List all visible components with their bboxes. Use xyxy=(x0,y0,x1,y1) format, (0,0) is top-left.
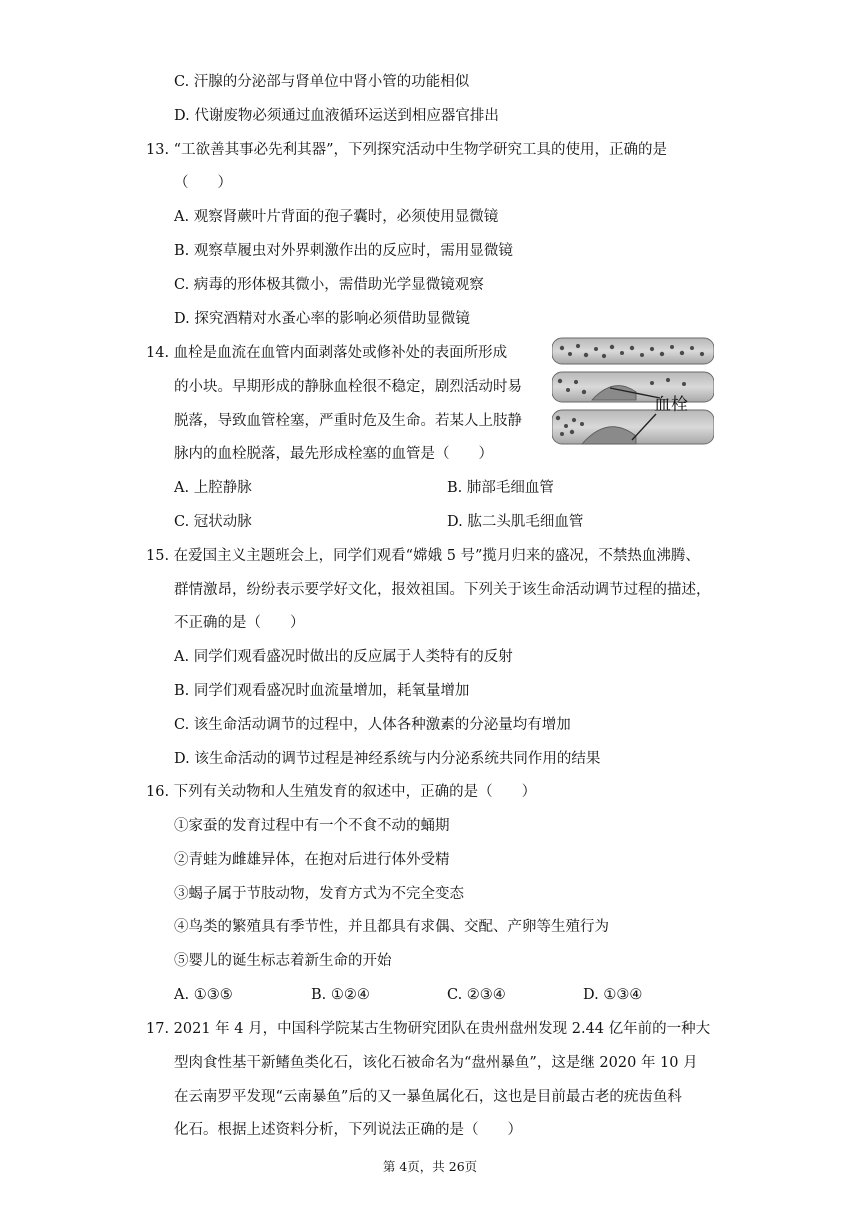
q16-statement-2: ②青蛙为雌雄异体，在抱对后进行体外受精 xyxy=(174,852,450,868)
q16-option-b: B. ①②④ xyxy=(311,987,370,1003)
q17-stem-line2: 型肉食性基干新鳍鱼类化石，该化石被命名为“盘州暴鱼”，这是继 2020 年 10 月 xyxy=(174,1055,698,1071)
q14-option-c: C. 冠状动脉 xyxy=(174,514,252,530)
q14-stem-line1: 14. 血栓是血流在血管内面剥落处或修补处的表面所形成 xyxy=(146,345,508,361)
q14-stem-line3: 脱落，导致血管栓塞，严重时危及生命。若某人上肢静 xyxy=(174,413,522,429)
q15-stem-line1: 15. 在爱国主义主题班会上，同学们观看“嫦娥 5 号”揽月归来的盛况，不禁热血沸腾、 xyxy=(146,548,700,564)
q14-option-d: D. 肱二头肌毛细血管 xyxy=(447,514,584,530)
q16-statement-3: ③蝎子属于节肢动物，发育方式为不完全变态 xyxy=(174,886,464,902)
q15-option-a: A. 同学们观看盛况时做出的反应属于人类特有的反射 xyxy=(174,649,513,665)
q16-statement-5: ⑤婴儿的诞生标志着新生命的开始 xyxy=(174,953,392,969)
q13-option-b: B. 观察草履虫对外界刺激作出的反应时，需用显微镜 xyxy=(174,243,513,259)
q14-option-b: B. 肺部毛细血管 xyxy=(447,480,554,496)
q16-option-c: C. ②③④ xyxy=(447,987,506,1003)
blood-clot-label: 血栓 xyxy=(654,395,688,415)
q17-stem-line3: 在云南罗平发现“云南暴鱼”后的又一暴鱼属化石，这也是目前最古老的疣齿鱼科 xyxy=(174,1089,682,1105)
page-footer: 第 4页，共 26页 xyxy=(382,1159,478,1174)
q13-option-c: C. 病毒的形体极其微小，需借助光学显微镜观察 xyxy=(174,277,484,293)
q16-stem: 16. 下列有关动物和人生殖发育的叙述中，正确的是（ ） xyxy=(146,784,537,800)
q16-statement-1: ①家蚕的发育过程中有一个不食不动的蛹期 xyxy=(174,818,450,834)
q15-stem-line3: 不正确的是（ ） xyxy=(174,615,305,631)
q13-blank: （ ） xyxy=(174,175,232,191)
q15-option-d: D. 该生命活动的调节过程是神经系统与内分泌系统共同作用的结果 xyxy=(174,751,601,767)
q12-option-d: D. 代谢废物必须通过血液循环运送到相应器官排出 xyxy=(174,108,499,124)
q16-statement-4: ④鸟类的繁殖具有季节性，并且都具有求偶、交配、产卵等生殖行为 xyxy=(174,919,609,935)
q13-option-a: A. 观察肾蕨叶片背面的孢子囊时，必须使用显微镜 xyxy=(174,209,499,225)
q15-option-b: B. 同学们观看盛况时血流量增加，耗氧量增加 xyxy=(174,683,470,699)
q15-option-c: C. 该生命活动调节的过程中，人体各种激素的分泌量均有增加 xyxy=(174,717,571,733)
blood-clot-figure xyxy=(552,336,714,450)
q14-stem-line2: 的小块。早期形成的静脉血栓很不稳定，剧烈活动时易 xyxy=(174,379,522,395)
q15-stem-line2: 群情激昂，纷纷表示要学好文化，报效祖国。下列关于该生命活动调节过程的描述， xyxy=(174,582,711,598)
q17-stem-line4: 化石。根据上述资料分析，下列说法正确的是（ ） xyxy=(174,1122,522,1138)
q16-option-a: A. ①③⑤ xyxy=(174,987,233,1003)
q17-stem-line1: 17. 2021 年 4 月，中国科学院某古生物研究团队在贵州盘州发现 2.44 亿年前的一种大 xyxy=(146,1021,711,1037)
q14-option-a: A. 上腔静脉 xyxy=(174,480,252,496)
q13-option-d: D. 探究酒精对水蚤心率的影响必须借助显微镜 xyxy=(174,311,470,327)
q16-option-d: D. ①③④ xyxy=(583,987,643,1003)
q14-stem-line4: 脉内的血栓脱落，最先形成栓塞的血管是（ ） xyxy=(174,446,493,462)
q12-option-c: C. 汗腺的分泌部与肾单位中肾小管的功能相似 xyxy=(174,74,470,90)
q13-stem: 13. “工欲善其事必先利其器”，下列探究活动中生物学研究工具的使用，正确的是 xyxy=(146,142,667,158)
